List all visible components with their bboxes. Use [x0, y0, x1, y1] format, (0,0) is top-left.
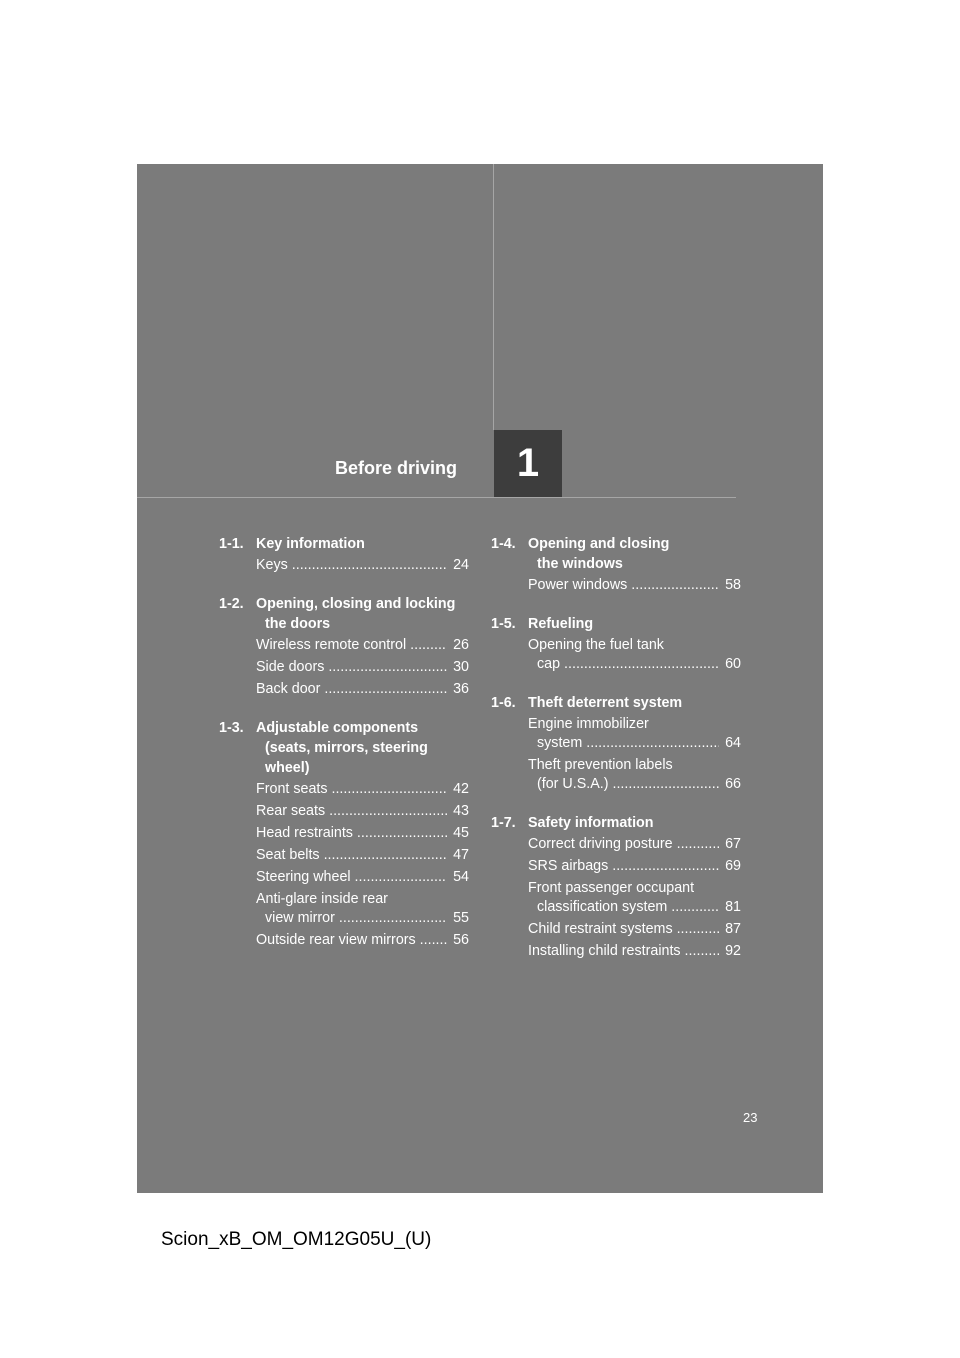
toc-entry-title [528, 715, 719, 753]
toc-entry-title: Wireless remote control ..... [256, 636, 447, 655]
toc-entry-page: 43 [453, 803, 469, 819]
section-title-line1: Adjustable components [256, 720, 419, 736]
toc-section [219, 594, 469, 699]
divider-horizontal [137, 497, 736, 498]
toc-entry-title [256, 890, 447, 928]
section-number: 1-7. [491, 815, 516, 831]
chapter-number: 1 [516, 441, 540, 485]
toc-entry-page: 26 [453, 637, 469, 653]
toc-section [219, 534, 469, 575]
toc-entry[interactable] [256, 868, 469, 887]
toc-entry-page: 69 [725, 858, 741, 874]
section-title-line1: Opening, closing and locking [256, 596, 456, 612]
toc-entry[interactable] [256, 846, 469, 865]
toc-entry-page: 24 [453, 557, 469, 573]
toc-entry-page: 55 [453, 910, 469, 926]
toc-entry-title-line1: Anti-glare inside rear [256, 891, 388, 907]
toc-entry-title: Head restraints ..... [256, 824, 447, 843]
toc-entry[interactable] [256, 802, 469, 821]
toc-entry[interactable] [528, 576, 741, 595]
toc-entry[interactable] [528, 857, 741, 876]
section-title-line1: Opening and closing [528, 536, 670, 552]
toc-entry-page: 87 [725, 921, 741, 937]
toc-entry[interactable] [528, 920, 741, 939]
divider-vertical [493, 164, 494, 430]
toc-entry-page: 81 [725, 899, 741, 915]
toc-entry[interactable] [256, 680, 469, 699]
section-heading[interactable] [491, 534, 741, 574]
toc-entry[interactable] [528, 636, 741, 674]
section-title-line2: the doors [265, 616, 331, 632]
toc-entry-title: Rear seats ..... [256, 802, 447, 821]
toc-entry-page: 92 [725, 943, 741, 959]
section-title-line1: Theft deterrent system [528, 695, 683, 711]
toc-entry-title [528, 756, 719, 794]
toc-entry-title: Child restraint systems ..... [528, 920, 719, 939]
toc-section [491, 614, 741, 674]
toc-section [491, 813, 741, 961]
toc-entry[interactable] [528, 715, 741, 753]
toc-entry-page: 36 [453, 681, 469, 697]
chapter-number-tab [494, 430, 562, 497]
section-title [528, 813, 741, 833]
toc-entry-title: SRS airbags ..... [528, 857, 719, 876]
section-items [491, 835, 741, 961]
section-number: 1-4. [491, 536, 516, 552]
toc-entry-title-line1: Opening the fuel tank [528, 637, 664, 653]
section-items [219, 556, 469, 575]
toc-entry-page: 42 [453, 781, 469, 797]
toc-entry-title: Installing child restraints ..... [528, 942, 719, 961]
toc-entry[interactable] [256, 658, 469, 677]
section-title-line1: Safety information [528, 815, 654, 831]
toc-entry-title: Side doors ..... [256, 658, 447, 677]
section-title-line1: Refueling [528, 616, 594, 632]
toc-entry-title: Correct driving posture ..... [528, 835, 719, 854]
document-footer: Scion_xB_OM_OM12G05U_(U) [161, 1229, 432, 1250]
toc-entry-title: Seat belts ..... [256, 846, 447, 865]
toc-entry-title: Front seats ..... [256, 780, 447, 799]
toc-entry-title [528, 879, 719, 917]
toc-section [491, 534, 741, 595]
section-heading[interactable] [491, 813, 741, 833]
toc-entry[interactable] [256, 556, 469, 575]
section-number: 1-5. [491, 616, 516, 632]
toc-section [219, 718, 469, 950]
toc-entry[interactable] [528, 942, 741, 961]
toc-entry[interactable] [256, 636, 469, 655]
toc-entry-page: 54 [453, 869, 469, 885]
section-heading[interactable] [491, 693, 741, 713]
toc-entry-title: Steering wheel ..... [256, 868, 447, 887]
toc-entry-title: Outside rear view mirrors ..... [256, 931, 447, 950]
toc-left-column [219, 534, 469, 969]
section-items [219, 636, 469, 699]
toc-entry-title-line1: Theft prevention labels [528, 757, 673, 773]
section-title [256, 718, 469, 778]
toc-entry-page: 58 [725, 577, 741, 593]
toc-entry-title-line2: cap ..... [528, 655, 719, 674]
toc-entry-page: 64 [725, 735, 741, 751]
section-title [528, 614, 741, 634]
chapter-panel [137, 164, 823, 1193]
toc-entry-title-line2: system ..... [528, 734, 719, 753]
section-heading[interactable] [491, 614, 741, 634]
section-items [491, 576, 741, 595]
section-title [528, 534, 741, 574]
toc-entry-page: 56 [453, 932, 469, 948]
toc-entry-title [528, 636, 719, 674]
section-items [219, 780, 469, 950]
toc-entry[interactable] [528, 835, 741, 854]
toc-entry-title-line1: Engine immobilizer [528, 716, 649, 732]
toc-entry[interactable] [256, 780, 469, 799]
chapter-title: Before driving [334, 458, 457, 478]
toc-entry[interactable] [256, 890, 469, 928]
section-heading[interactable] [219, 534, 469, 554]
toc-entry-title: Keys ..... [256, 556, 447, 575]
section-number: 1-6. [491, 695, 516, 711]
toc-entry-page: 67 [725, 836, 741, 852]
toc-entry-title-line2: (for U.S.A.) ..... [528, 775, 719, 794]
toc-entry-page: 30 [453, 659, 469, 675]
page-number: 23 [743, 1110, 758, 1125]
section-items [491, 636, 741, 674]
toc-entry-title: Power windows ..... [528, 576, 719, 595]
section-heading[interactable] [219, 718, 469, 778]
toc-entry-page: 47 [453, 847, 469, 863]
toc-entry[interactable] [528, 756, 741, 794]
section-title-line1: Key information [256, 536, 365, 552]
section-number: 1-1. [219, 536, 244, 552]
toc-entry-page: 60 [725, 656, 741, 672]
section-title-line2: (seats, mirrors, steering wheel) [265, 740, 428, 776]
toc-section [491, 693, 741, 794]
section-items [491, 715, 741, 794]
section-heading[interactable] [219, 594, 469, 634]
toc-entry-title-line2: classification system ..... [528, 898, 719, 917]
section-title-line2: the windows [537, 556, 623, 572]
section-number: 1-3. [219, 720, 244, 736]
toc-entry[interactable] [256, 931, 469, 950]
toc-entry-title: Back door ..... [256, 680, 447, 699]
toc-entry[interactable] [528, 879, 741, 917]
section-title [256, 534, 469, 554]
toc-right-column [491, 534, 741, 980]
section-title [528, 693, 741, 713]
toc-entry-title-line2: view mirror ..... [256, 909, 447, 928]
toc-entry-title-line1: Front passenger occupant [528, 880, 695, 896]
toc-entry-page: 45 [453, 825, 469, 841]
section-number: 1-2. [219, 596, 244, 612]
toc-entry[interactable] [256, 824, 469, 843]
toc-entry-page: 66 [725, 776, 741, 792]
section-title [256, 594, 469, 634]
